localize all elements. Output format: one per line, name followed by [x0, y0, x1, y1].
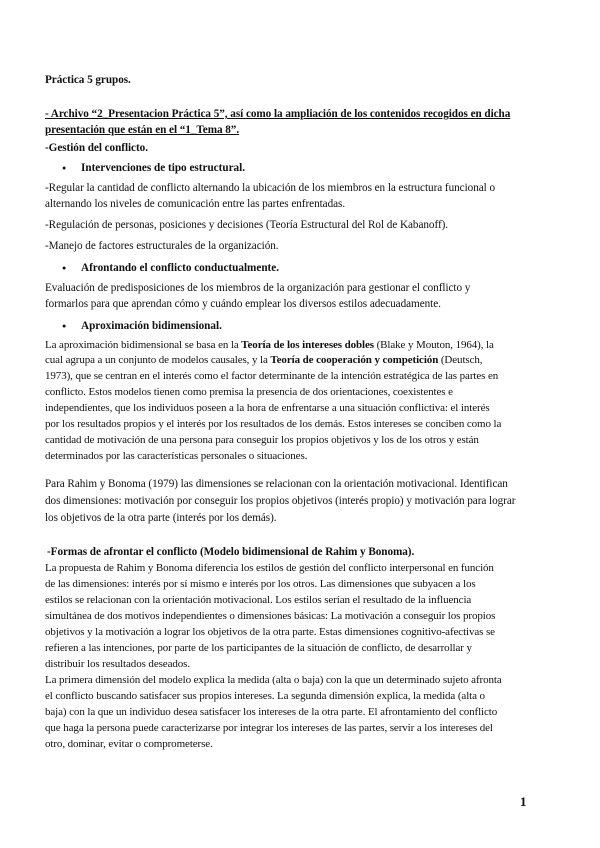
bidim-line-3: 1973), que se centran en el interés como el factor determinante de la intención estratégica de las partes en [45, 370, 499, 382]
bidim-citation: (Blake y Mouton, 1964), la [373, 339, 494, 351]
theory-cooperacion: Teoría de cooperación y competición [270, 354, 439, 366]
bullet-conductual-label: Afrontando el conflicto conductualmente. [81, 262, 280, 274]
bidim-line-1 [45, 338, 560, 352]
bidim-line-4: conflicto. Estos modelos tienen como premisa la presencia de dos orientaciones, coexistentes e [45, 386, 453, 398]
bidim-line-5: independientes, que los individuos poseen a la hora de enfrentarse a una situación conflictiva: el interés [45, 402, 490, 414]
estructural-line-3: -Regulación de personas, posiciones y decisiones (Teoría Estructural del Rol de Kabanoff). [45, 219, 449, 231]
archivo-line-1: - Archivo “2_Presentacion Práctica 5”, así como la ampliación de los contenidos recogidos en dicha [45, 108, 511, 120]
formas-line-6: refieren a las intenciones, por parte de los participantes de la situación de conflicto, de desarrollar y [45, 642, 472, 654]
page-number: 1 [520, 794, 527, 809]
formas-heading: -Formas de afrontar el conflicto (Modelo bidimensional de Rahim y Bonoma). [47, 546, 415, 558]
estructural-line-2: alternando los niveles de comunicación entre las partes enfrentadas. [45, 198, 346, 210]
formas-line-1: La propuesta de Rahim y Bonoma diferencia los estilos de gestión del conflicto interpersonal en función [45, 562, 494, 574]
rahim-line-1: Para Rahim y Bonoma (1979) las dimensiones se relacionan con la orientación motivacional. Identifican [45, 478, 508, 490]
bidim-line-8: determinados por las características personales o situaciones. [45, 450, 308, 462]
rahim-line-3: los objetivos de la otra parte (interés por los demás). [45, 512, 277, 524]
formas-line-9: el conflicto buscando satisfacer sus propios intereses. La segunda dimensión explica, la medida (alta o [45, 690, 485, 702]
formas-line-11: que haga la persona puede caracterizarse por integrar los intereses de las partes, servir a los intereses del [45, 722, 493, 734]
formas-line-3: estilos se relacionan con la orientación motivacional. Los estilos serían el resultado de la influencia [45, 594, 472, 606]
theory-intereses-dobles: Teoría de los intereses dobles [241, 339, 374, 351]
bullet-estructural-label: Intervenciones de tipo estructural. [81, 162, 246, 174]
formas-line-7: distribuir los resultados deseados. [45, 658, 190, 670]
bidim-line-7: cantidad de motivación de una persona para conseguir los propios objetivos y los de los otros y están [45, 434, 479, 446]
estructural-line-4: -Manejo de factores estructurales de la organización. [45, 240, 279, 252]
rahim-line-2: dos dimensiones: motivación por conseguir los propios objetivos (interés propio) y motivación para lograr [45, 495, 516, 507]
formas-line-12: otro, dominar, evitar o comprometerse. [45, 738, 213, 750]
estructural-line-1: -Regular la cantidad de conflicto alternando la ubicación de los miembros en la estructura funcional o [45, 182, 495, 194]
formas-line-2: de las dimensiones: interés por sí mismo e interés por los otros. Las dimensiones que subyacen a los [45, 578, 476, 590]
page-title: Práctica 5 grupos. [45, 74, 131, 86]
bullet-bidimensional-label: Aproximación bidimensional. [81, 320, 222, 332]
formas-line-10: baja) con la que un individuo desea satisfacer los intereses de la otra parte. El afrontamiento del conflicto [45, 706, 498, 718]
bidim-text: cual agrupa a un conjunto de modelos causales, y la [45, 354, 271, 366]
formas-line-4: simultánea de dos motivos independientes o dimensiones básicas: La motivación a conseguir los propios [45, 610, 496, 622]
formas-line-5: objetivos y la motivación a lograr los objetivos de la otra parte. Estas dimensiones cognitivo-afectivas se [45, 626, 495, 638]
formas-line-8: La primera dimensión del modelo explica la medida (alta o baja) con la que un determinado sujeto afronta [45, 674, 502, 686]
gestion-heading: -Gestión del conflicto. [45, 142, 148, 154]
bidim-text: La aproximación bidimensional se basa en la [45, 339, 242, 351]
conductual-line-2: formarlos para que aprendan cómo y cuándo emplear los diversos estilos adecuadamente. [45, 298, 441, 310]
bidim-line-6: por los resultados propios y el interés por los resultados de los demás. Estos intereses se conciben como la [45, 418, 502, 430]
bidim-citation: (Deutsch, [438, 354, 483, 366]
conductual-line-1: Evaluación de predisposiciones de los miembros de la organización para gestionar el conflicto y [45, 282, 471, 294]
bidim-line-2 [45, 353, 560, 367]
archivo-line-2: presentación que están en el “1_Tema 8”. [45, 124, 240, 136]
